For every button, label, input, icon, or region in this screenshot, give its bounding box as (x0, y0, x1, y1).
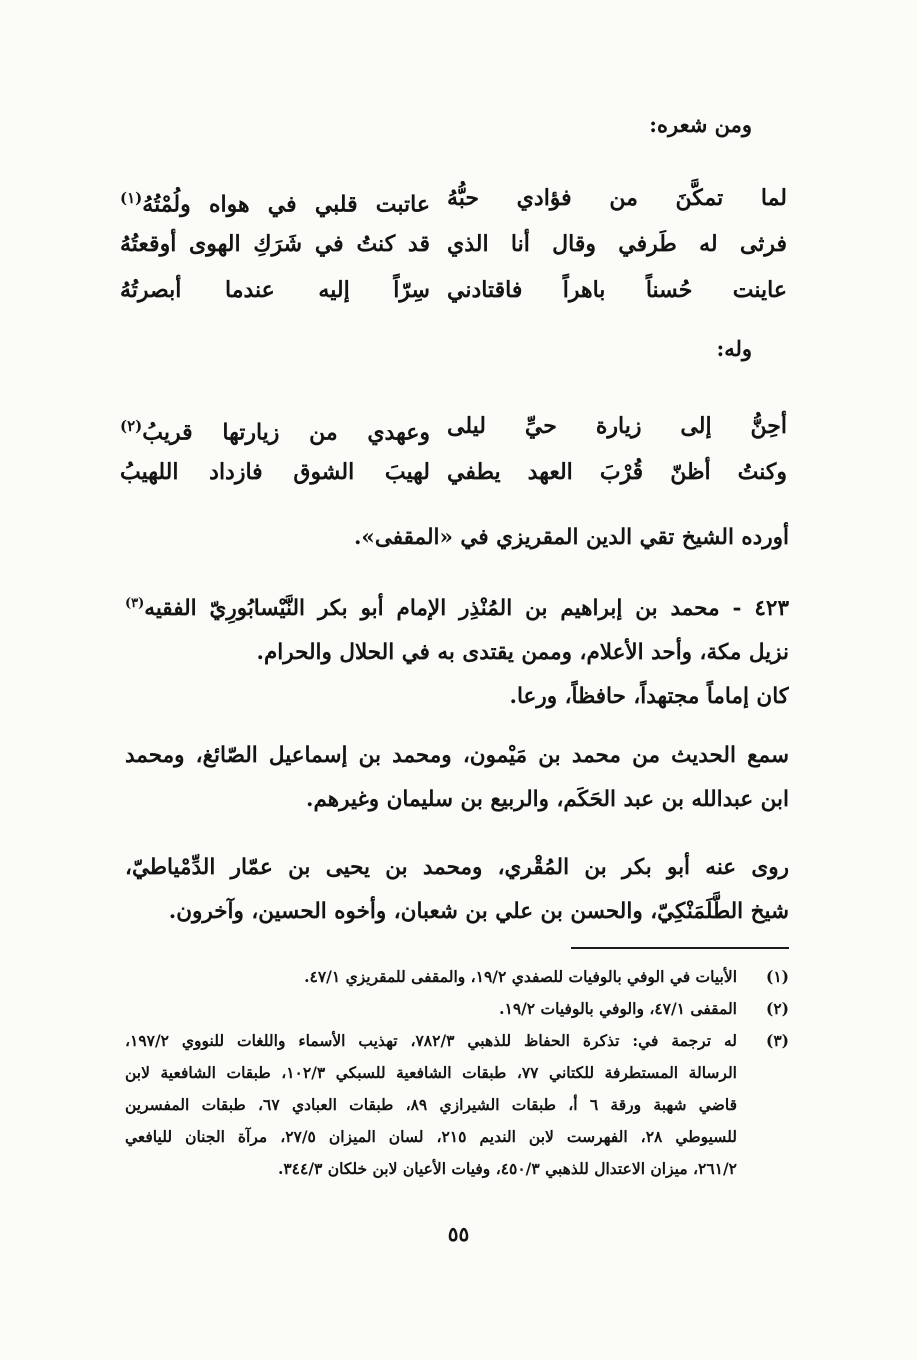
verse-4 (120, 404, 787, 448)
footnote-separator (571, 947, 789, 949)
verse-2-first-hemistich: فرثى له طَرفي وقال أنا الذي (447, 231, 787, 257)
source-note (125, 516, 789, 560)
verse-5 (120, 450, 787, 494)
footnote-line: ٢٦١/٢، ميزان الاعتدال للذهبي ٤٥٠/٣، وفيات الأعيان لابن خلكان ٣٤٤/٣. (277, 1159, 737, 1178)
teachers-line-1: سمع الحديث من محمد بن مَيْمون، ومحمد بن إسماعيل الصّائغ، ومحمد (125, 743, 789, 768)
footnote-marker-2: (٢) (120, 417, 143, 435)
verse-1-second-hemistich: عاتبت قلبي في هواه ولُمْتُهُ$^{(١)}$ (120, 189, 430, 218)
footnote-number: (٣) (765, 1031, 789, 1050)
footnote-line: قاضي شهبة ورقة ٦ أ، طبقات الشيرازي ٨٩، طبقات العبادي ٦٧، طبقات المفسرين (125, 1095, 737, 1114)
source-note-line: أورده الشيخ تقي الدين المقريزي في «المقفى». (353, 525, 789, 550)
verse-5-first-hemistich: وكنتُ أظنّ قُرْبَ العهد يطفي (447, 459, 787, 485)
students-line-1: روى عنه أبو بكر بن المُقْري، ومحمد بن يحيى بن عمّار الدِّمْياطيّ، (125, 855, 789, 880)
poem-heading-2: وله: (716, 336, 752, 361)
footnote-line: المقفى ٤٧/١، والوفي بالوفيات ١٩/٢. (499, 999, 737, 1018)
footnote-line: الأبيات في الوفي بالوفيات للصفدي ١٩/٢، والمقفى للمقريزي ٤٧/١. (304, 967, 737, 986)
students-paragraph (125, 846, 789, 934)
verse-2-second-hemistich: قد كنتُ في شَرَكِ الهوى أوقعتُهُ (120, 231, 430, 257)
verse-1 (120, 176, 787, 220)
footnote-1 (125, 961, 789, 993)
footnotes (125, 961, 789, 1185)
page-number: ٥٥ (447, 1222, 470, 1246)
teachers-paragraph (125, 734, 789, 822)
verse-5-second-hemistich: لهيبَ الشوق فازداد اللهيبُ (120, 459, 430, 485)
entry-line-3: كان إماماً مجتهداً، حافظاً، ورعا. (509, 684, 789, 710)
verse-2 (120, 222, 787, 266)
poem-heading-1: ومن شعره: (649, 112, 752, 137)
verse-4-first-hemistich: أحِنُّ إلى زيارة حيِّ ليلى (447, 413, 787, 439)
footnote-3 (125, 1025, 789, 1185)
verse-3 (120, 268, 787, 312)
footnote-line: الرسالة المستطرفة للكتاني ٧٧، طبقات الشافعية للسبكي ١٠٢/٣، طبقات الشافعية لابن (125, 1063, 737, 1082)
footnote-number: (٢) (765, 999, 789, 1018)
verse-4-second-hemistich: وعهدي من زيارتها قريبُ$^{(٢)}$ (120, 417, 430, 446)
footnote-2 (125, 993, 789, 1025)
footnote-line: للسيوطي ٢٨، الفهرست لابن النديم ٢١٥، لسان الميزان ٢٧/٥، مرآة الجنان لليافعي (125, 1127, 737, 1146)
entry-line-2: نزيل مكة، وأحد الأعلام، وممن يقتدى به في الحلال والحرام. (256, 640, 789, 666)
verse-1-first-hemistich: لما تمكَّنَ من فؤادي حبُّهُ (447, 185, 787, 211)
footnote-line: له ترجمة في: تذكرة الحفاظ للذهبي ٧٨٢/٣، تهذيب الأسماء واللغات للنووي ١٩٧/٢، (125, 1031, 737, 1050)
verse-3-first-hemistich: عاينت حُسناً باهراً فاقتادني (447, 277, 787, 303)
footnote-marker-3: (٣) (125, 596, 145, 611)
footnote-marker-1: (١) (120, 189, 143, 207)
entry-line-1: ٤٢٣ - محمد بن إبراهيم بن المُنْذِر الإمام أبو بكر النَّيْسابُورِيّ الفقيه$^{(٣)}$ (125, 596, 789, 622)
verse-3-second-hemistich: سِرّاً إليه عندما أبصرتُهُ (120, 277, 430, 303)
footnote-number: (١) (765, 967, 789, 986)
biography-entry (125, 582, 789, 719)
teachers-line-2: ابن عبدالله بن عبد الحَكَم، والربيع بن سليمان وغيرهم. (306, 787, 789, 812)
students-line-2: شيخ الطَّلَمَنْكِيّ، والحسن بن علي بن شعبان، وأخوه الحسين، وآخرون. (168, 899, 789, 924)
